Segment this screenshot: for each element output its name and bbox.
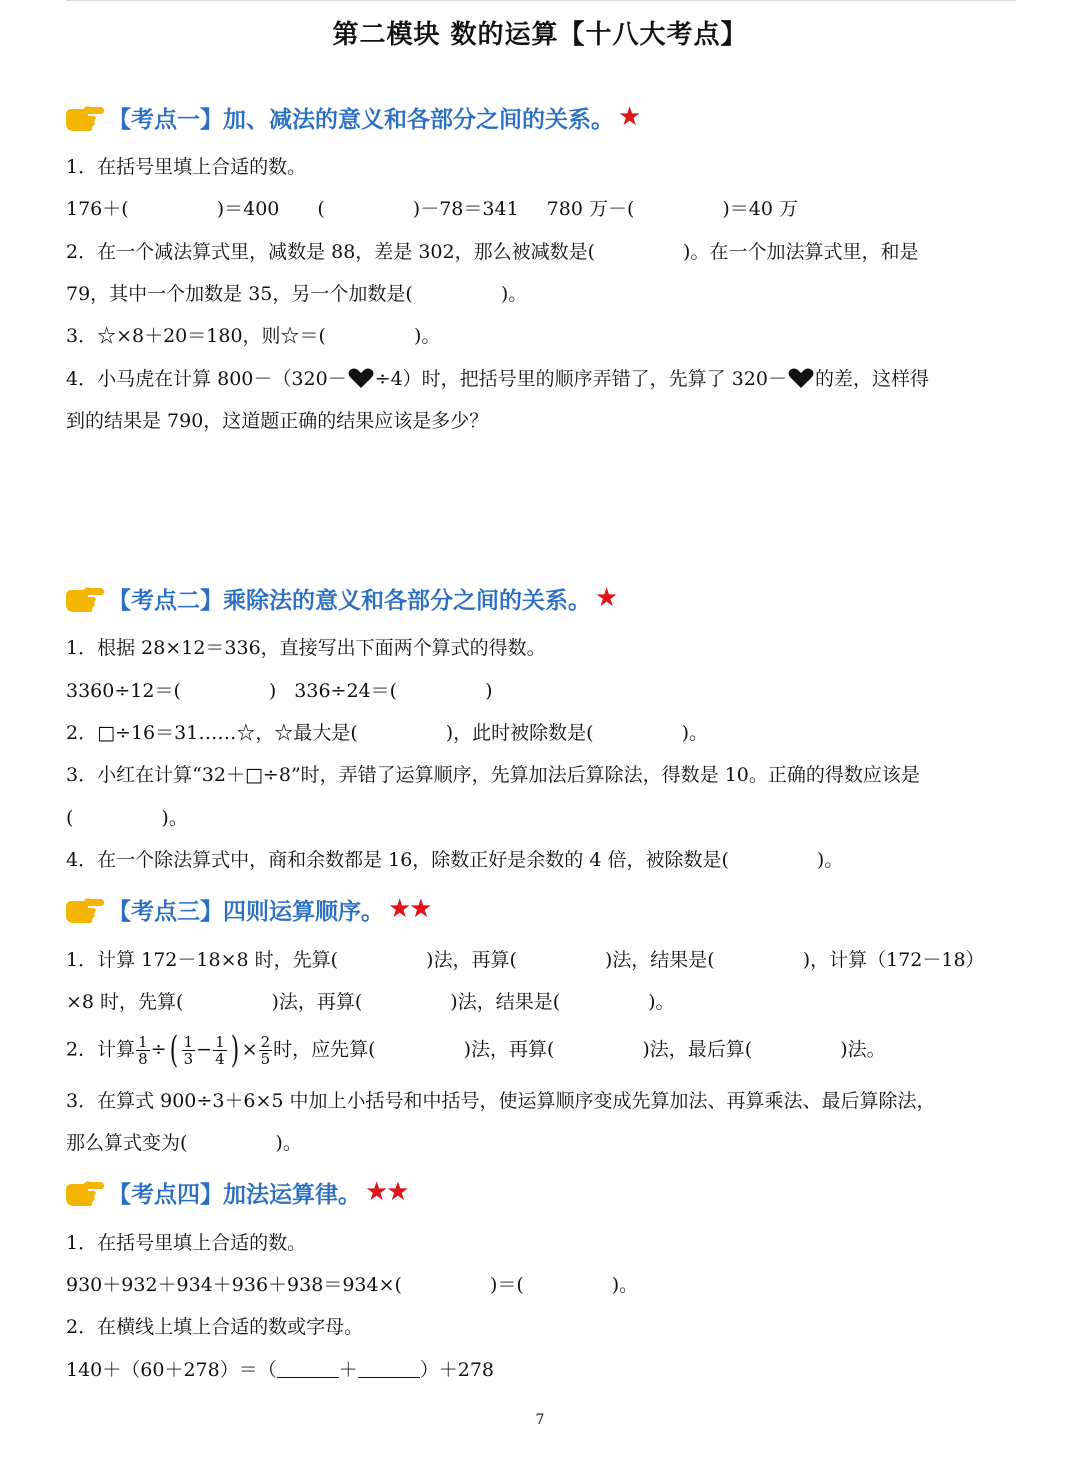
pointing-hand-icon: [64, 101, 104, 133]
left-paren: (: [169, 1029, 178, 1071]
question-line: 79，其中一个加数是 35，另一个加数是( )。: [66, 283, 528, 305]
question-line: 2．计算 $\frac{1}{8}$ ÷( $\frac{1}{3}$ − $\frac{1}{4}$ ) × $\frac{2}{5}$ 时，应先算( )法，再算( )法，最后算( )法。: [66, 1029, 886, 1071]
section-label: 【考点四】加法运算律。: [108, 1181, 361, 1208]
question-line: 2．在一个减法算式里，减数是 88，差是 302，那么被减数是( )。在一个加法算式里，和是: [66, 241, 919, 263]
star-rating: ★: [618, 102, 640, 132]
question-line: 930＋932＋934＋936＋938＝934×( )＝( )。: [66, 1274, 639, 1296]
answer-blank[interactable]: [277, 1357, 339, 1378]
question-line: 176＋( )＝400 ( )－78＝341 780 万－( )＝40 万: [66, 198, 799, 220]
question-line: 4．在一个除法算式中，商和余数都是 16，除数正好是余数的 4 倍，被除数是( )。: [66, 849, 844, 871]
fraction: $\frac{1}{8}$: [138, 1033, 148, 1068]
question-line: 1．在括号里填上合适的数。: [66, 156, 307, 178]
heart-icon: [787, 367, 815, 389]
question-line: 到的结果是 790，这道题正确的结果应该是多少？: [66, 410, 489, 432]
heart-icon: [347, 367, 375, 389]
section-label: 【考点三】四则运算顺序。: [108, 898, 384, 925]
question-line: 2．在横线上填上合适的数或字母。: [66, 1316, 364, 1338]
question-line: ( )。: [66, 807, 188, 829]
question-line: 3360÷12＝( ) 336÷24＝( ): [66, 680, 493, 702]
question-line: 3．小红在计算“32＋□÷8”时，弄错了运算顺序，先算加法后算除法，得数是 10。正确的得数应该是: [66, 764, 920, 786]
section-heading-3: [64, 889, 431, 929]
question-line: ×8 时，先算( )法，再算( )法，结果是( )。: [66, 991, 675, 1013]
question-line: 那么算式变为( )。: [66, 1132, 302, 1154]
question-line: 4．小马虎在计算 800－（320－ ÷4）时，把括号里的顺序弄错了，先算了 320－ 的差，这样得: [66, 368, 930, 390]
question-line: 140＋（60＋278）＝（ ＋ ）＋278: [66, 1359, 494, 1381]
question-line: 1．在括号里填上合适的数。: [66, 1232, 307, 1254]
fraction: $\frac{1}{4}$: [215, 1033, 225, 1068]
fraction: $\frac{1}{3}$: [183, 1033, 194, 1068]
section-label: 【考点一】加、减法的意义和各部分之间的关系。: [108, 106, 614, 133]
top-rule: [66, 0, 1016, 1]
pointing-hand-icon: [64, 893, 104, 925]
pointing-hand-icon: [64, 582, 104, 614]
section-heading-1: [64, 97, 639, 137]
question-line: 1．根据 28×12＝336，直接写出下面两个算式的得数。: [66, 637, 546, 659]
page-title: 第二模块 数的运算【十八大考点】: [332, 20, 748, 50]
section-heading-2: [64, 578, 616, 618]
question-line: 2．□÷16＝31……☆，☆最大是( )，此时被除数是( )。: [66, 722, 708, 744]
right-paren: ): [230, 1029, 239, 1071]
star-rating: ★★: [388, 894, 431, 924]
page-number: 7: [535, 1412, 545, 1428]
section-heading-4: [64, 1172, 408, 1212]
question-line: 1．计算 172－18×8 时，先算( )法，再算( )法，结果是( )，计算（172－18）: [66, 949, 985, 971]
star-rating: ★: [595, 583, 617, 613]
question-line: 3．☆×8＋20＝180，则☆＝( )。: [66, 325, 441, 347]
section-label: 【考点二】乘除法的意义和各部分之间的关系。: [108, 587, 591, 614]
pointing-hand-icon: [64, 1176, 104, 1208]
answer-blank[interactable]: [358, 1357, 420, 1378]
fraction: $\frac{2}{5}$: [260, 1033, 271, 1068]
question-line: 3．在算式 900÷3＋6×5 中加上小括号和中括号，使运算顺序变成先算加法、再算乘法、最后算除法，: [66, 1090, 936, 1112]
star-rating: ★★: [365, 1177, 408, 1207]
